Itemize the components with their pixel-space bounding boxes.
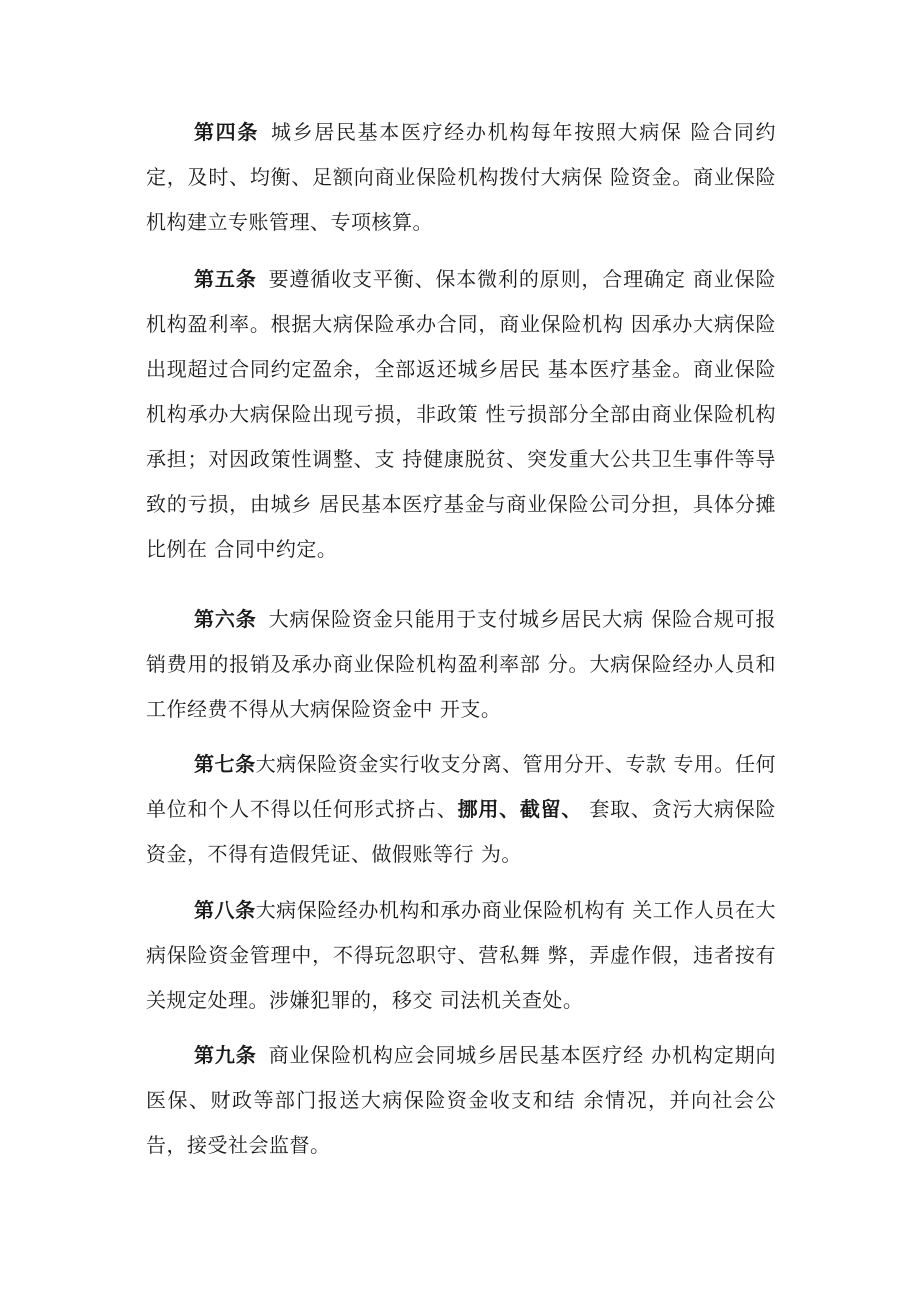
article-9 xyxy=(146,1033,776,1168)
article-4 xyxy=(146,110,776,245)
article-7 xyxy=(146,742,776,877)
article-8-title: 第八条 xyxy=(194,898,256,922)
article-9-title: 第九条 xyxy=(194,1043,257,1067)
article-5 xyxy=(146,257,776,572)
article-4-title: 第四条 xyxy=(194,120,259,144)
article-9-body: 商业保险机构应会同城乡居民基本医疗经 办机构定期向医保、财政等部门报送大病保险资金收支和结 余情况，并向社会公告，接受社会监督。 xyxy=(146,1043,777,1157)
article-7-body-after: 套取、贪污大病保险资金，不得有造假凭证、做假账等行 为。 xyxy=(146,797,777,866)
article-4-body: 城乡居民基本医疗经办机构每年按照大病保 险合同约定，及时、均衡、足额向商业保险机构拨付大病保 险资金。商业保险机构建立专账管理、专项核算。 xyxy=(146,120,777,234)
article-6-body: 大病保险资金只能用于支付城乡居民大病 保险合规可报销费用的报销及承办商业保险机构盈利率部 分。大病保险经办人员和工作经费不得从大病保险资金中 开支。 xyxy=(146,607,777,721)
article-7-body-before: 大病保险资金实行收支分离、管用分开、专款 专用。任何单位和个人不得以任何形式挤占、 xyxy=(146,752,777,821)
article-8 xyxy=(146,888,776,1023)
article-6 xyxy=(146,597,776,732)
article-6-title: 第六条 xyxy=(194,607,257,631)
article-7-body-bold: 挪用、截留、 xyxy=(457,797,583,821)
article-8-body: 大病保险经办机构和承办商业保险机构有 关工作人员在大病保险资金管理中，不得玩忽职守、营私舞 弊，弄虚作假，违者按有关规定处理。涉嫌犯罪的，移交 司法机关查处。 xyxy=(146,898,777,1012)
article-5-body: 要遵循收支平衡、保本微利的原则，合理确定 商业保险机构盈利率。根据大病保险承办合同，商业保险机构 因承办大病保险出现超过合同约定盈余，全部返还城乡居民 基本医疗基金。商业保险机构承办大病保险出现亏损，非政策 性亏损部分全部由商业保险机构承担；对因政策性调整、支 持健康脱贫、突发重大公共卫生事件等导致的亏损，由城乡 居民基本医疗基金与商业保险公司分担，具体分摊比例在 合同中约定。 xyxy=(146,267,777,561)
article-7-title: 第七条 xyxy=(194,752,256,776)
article-5-title: 第五条 xyxy=(194,267,257,291)
